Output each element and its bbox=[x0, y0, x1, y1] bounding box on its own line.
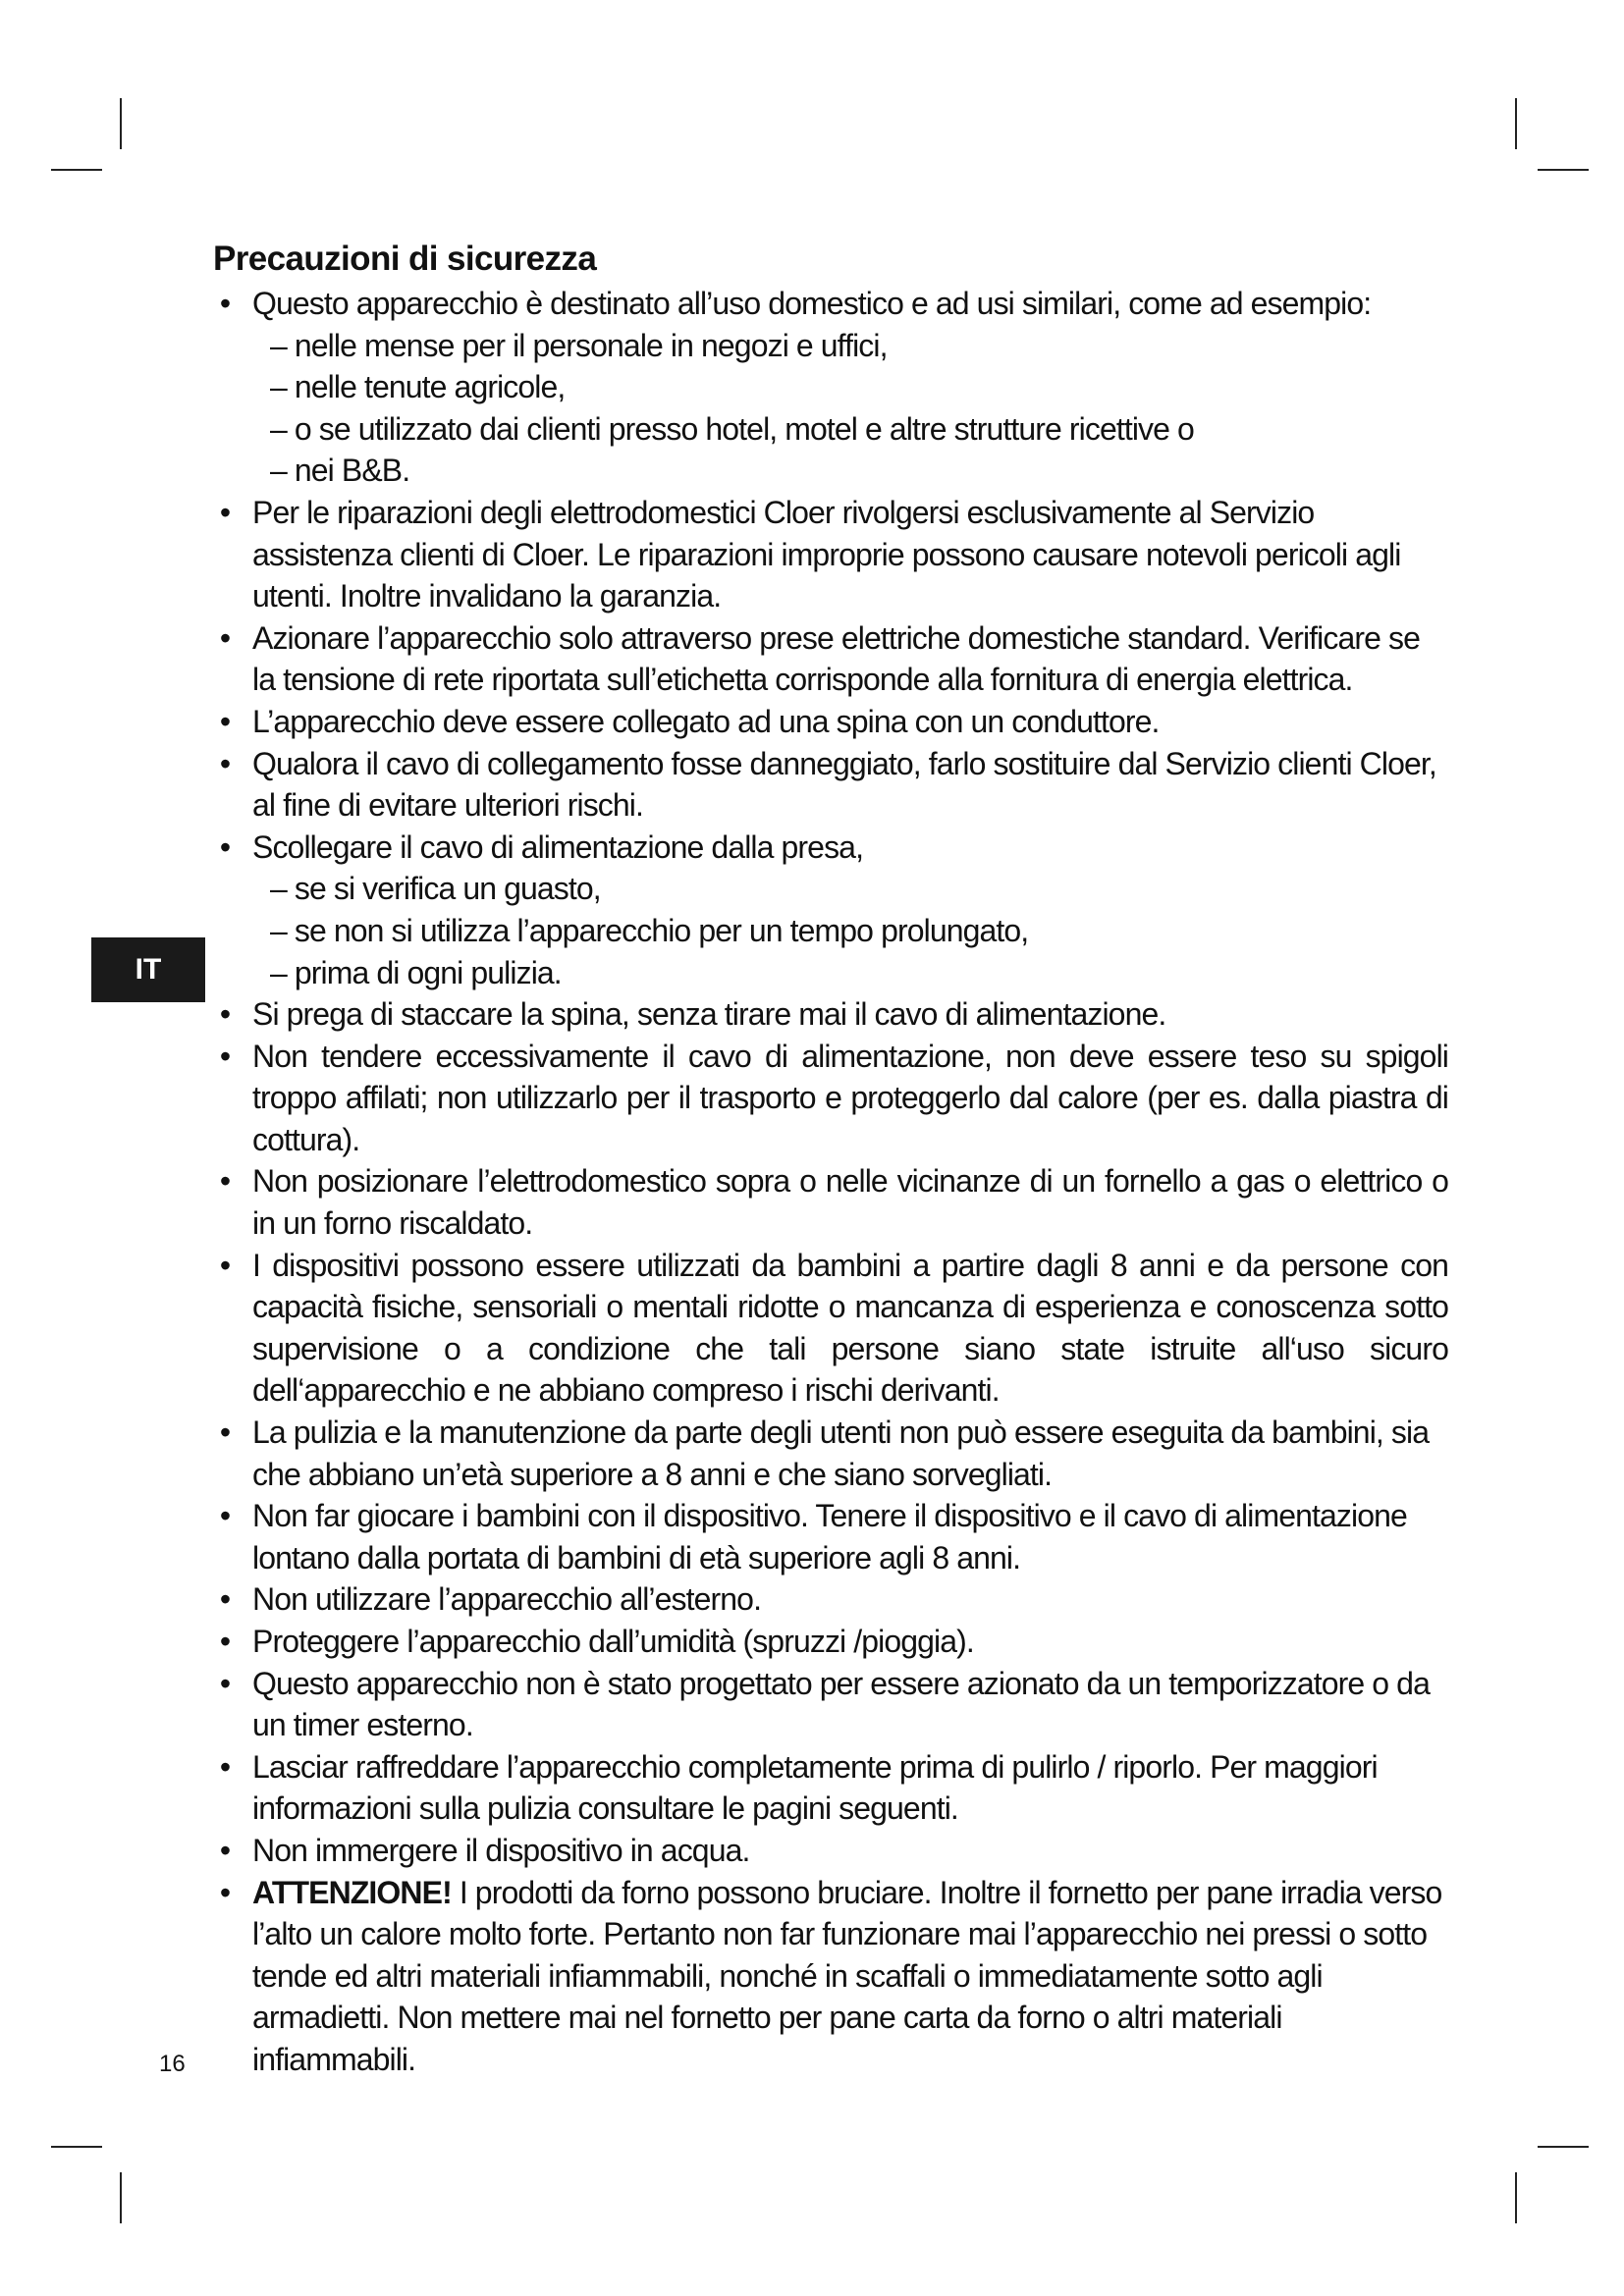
bullet-icon: • bbox=[219, 1624, 231, 1659]
item-text: Per le riparazioni degli elettrodomestici Cloer rivolgersi esclusivamente al Servizio assistenza clienti di Cloer. Le riparazioni improprie possono causare notevoli pericoli agli utenti. Inoltre invalidano la garanzia. bbox=[252, 494, 1401, 614]
list-item bbox=[213, 1830, 1448, 1872]
item-text: Scollegare il cavo di alimentazione dalla presa, bbox=[252, 828, 864, 865]
item-text: Proteggere l’apparecchio dall’umidità (spruzzi /pioggia). bbox=[252, 1624, 974, 1659]
list-item bbox=[213, 492, 1448, 617]
bullet-icon: • bbox=[219, 703, 231, 739]
sub-list-item: – o se utilizzato dai clienti presso hotel, motel e altre strutture ricettive o bbox=[270, 410, 1194, 447]
item-text: Qualora il cavo di collegamento fosse danneggiato, farlo sostituire dal Servizio clienti Cloer, al fine di evitare ulteriori rischi. bbox=[252, 745, 1436, 824]
sub-list-item: – nelle mense per il personale in negozi e uffici, bbox=[270, 327, 888, 363]
list-item bbox=[213, 1872, 1448, 2081]
bullet-icon: • bbox=[219, 1581, 231, 1618]
list-item-text bbox=[252, 827, 1448, 869]
sub-list-item: – se si verifica un guasto, bbox=[270, 871, 601, 907]
item-text: La pulizia e la manutenzione da parte degli utenti non può essere eseguita da bambini, sia che abbiano un’età superiore a 8 anni e che siano sorvegliati. bbox=[252, 1415, 1430, 1492]
safety-section bbox=[213, 240, 1448, 2081]
list-item bbox=[213, 617, 1448, 701]
warning-label: ATTENZIONE! bbox=[252, 1874, 452, 1910]
item-text: Non tendere eccessivamente il cavo di alimentazione, non deve essere teso su spigoli troppo affilati; non utilizzarlo per il trasporto e proteggerlo dal calore (per es. dalla piastra di cottura). bbox=[252, 1038, 1448, 1157]
list-item-text bbox=[252, 701, 1448, 743]
section-title: Precauzioni di sicurezza bbox=[213, 240, 597, 278]
list-item bbox=[213, 827, 1448, 993]
bullet-icon: • bbox=[219, 745, 231, 781]
list-item bbox=[213, 1578, 1448, 1621]
list-item-text bbox=[252, 1412, 1448, 1495]
list-item-text bbox=[252, 283, 1448, 325]
list-item-text bbox=[252, 1621, 1448, 1663]
bullet-icon: • bbox=[219, 1665, 231, 1701]
language-tab: IT bbox=[91, 937, 205, 1002]
list-item-text bbox=[252, 1245, 1448, 1412]
item-text: L’apparecchio deve essere collegato ad una spina con un conduttore. bbox=[252, 703, 1160, 739]
list-item-text bbox=[252, 743, 1448, 827]
list-item-text bbox=[252, 1872, 1448, 2081]
item-text: Non posizionare l’elettrodomestico sopra o nelle vicinanze di un fornello a gas o elettrico o in un forno riscaldato. bbox=[252, 1163, 1448, 1242]
crop-mark-top-left-vertical bbox=[120, 98, 122, 149]
sub-list-item: – prima di ogni pulizia. bbox=[270, 954, 562, 990]
list-item bbox=[213, 1746, 1448, 1830]
bullet-icon: • bbox=[219, 996, 231, 1033]
list-item-text bbox=[252, 1830, 1448, 1872]
list-item-text bbox=[252, 1746, 1448, 1830]
list-item bbox=[213, 993, 1448, 1036]
list-item bbox=[213, 1412, 1448, 1495]
list-item-text bbox=[252, 1663, 1448, 1746]
item-text: Non utilizzare l’apparecchio all’esterno. bbox=[252, 1581, 762, 1618]
crop-mark-bottom-left-horizontal bbox=[51, 2146, 102, 2148]
bullet-icon: • bbox=[219, 1038, 231, 1074]
crop-mark-bottom-left-vertical bbox=[120, 2172, 122, 2223]
list-item bbox=[213, 1663, 1448, 1746]
bullet-icon: • bbox=[219, 1832, 231, 1868]
list-item-text bbox=[252, 993, 1448, 1036]
list-item bbox=[213, 1495, 1448, 1578]
item-text: Azionare l’apparecchio solo attraverso prese elettriche domestiche standard. Verificare se la tensione di rete riportata sull’etichetta corrisponde alla fornitura di energia elettrica. bbox=[252, 619, 1421, 698]
bullet-icon: • bbox=[219, 619, 231, 656]
item-text: Lasciar raffreddare l’apparecchio completamente prima di pulirlo / riporlo. Per maggiori informazioni sulla pulizia consultare le pagini seguenti. bbox=[252, 1748, 1378, 1827]
item-text: Non immergere il dispositivo in acqua. bbox=[252, 1832, 750, 1868]
item-text: Si prega di staccare la spina, senza tirare mai il cavo di alimentazione. bbox=[252, 996, 1166, 1033]
crop-mark-top-left-horizontal bbox=[51, 169, 102, 171]
item-text: Questo apparecchio non è stato progettato per essere azionato da un temporizzatore o da un timer esterno. bbox=[252, 1665, 1430, 1743]
list-item-text bbox=[252, 1578, 1448, 1621]
list-item bbox=[213, 283, 1448, 492]
item-text: I dispositivi possono essere utilizzati da bambini a partire dagli 8 anni e da persone con capacità fisiche, sensoriali o mentali ridotte o mancanza di esperienza e conoscenza sotto supervisione o a condizione che tali persone siano state istruite all‘uso sicuro dell‘apparecchio e ne abbiano compreso i rischi derivanti. bbox=[252, 1247, 1448, 1409]
list-item-text bbox=[252, 617, 1448, 701]
bullet-icon: • bbox=[219, 1748, 231, 1785]
bullet-icon: • bbox=[219, 1498, 231, 1534]
list-item-text bbox=[252, 1036, 1448, 1161]
bullet-icon: • bbox=[219, 1874, 231, 1910]
list-item bbox=[213, 1621, 1448, 1663]
crop-mark-bottom-right-vertical bbox=[1515, 2172, 1517, 2223]
list-item-text bbox=[252, 1160, 1448, 1244]
page-number: 16 bbox=[159, 2051, 186, 2077]
list-item bbox=[213, 1036, 1448, 1161]
bullet-icon: • bbox=[219, 494, 231, 530]
list-item bbox=[213, 1160, 1448, 1244]
bullet-icon: • bbox=[219, 1163, 231, 1200]
bullet-icon: • bbox=[219, 1247, 231, 1283]
list-item bbox=[213, 743, 1448, 827]
list-item-text bbox=[252, 1495, 1448, 1578]
crop-mark-bottom-right-horizontal bbox=[1538, 2146, 1589, 2148]
safety-list bbox=[213, 283, 1448, 2081]
sub-list-item: – nelle tenute agricole, bbox=[270, 369, 566, 405]
list-item bbox=[213, 701, 1448, 743]
crop-mark-top-right-horizontal bbox=[1538, 169, 1589, 171]
bullet-icon: • bbox=[219, 286, 231, 321]
bullet-icon: • bbox=[219, 828, 231, 865]
list-item bbox=[213, 1245, 1448, 1412]
sub-list-item: – nei B&B. bbox=[270, 453, 410, 489]
bullet-icon: • bbox=[219, 1415, 231, 1451]
list-item-text bbox=[252, 492, 1448, 617]
item-text: Questo apparecchio è destinato all’uso domestico e ad usi similari, come ad esempio: bbox=[252, 286, 1372, 321]
item-text: Non far giocare i bambini con il dispositivo. Tenere il dispositivo e il cavo di alimentazione lontano dalla portata di bambini di età superiore agli 8 anni. bbox=[252, 1498, 1407, 1575]
sub-list-item: – se non si utilizza l’apparecchio per un tempo prolungato, bbox=[270, 912, 1029, 948]
item-text: I prodotti da forno possono bruciare. Inoltre il fornetto per pane irradia verso l’alto un calore molto forte. Pertanto non far funzionare mai l’apparecchio nei pressi o sotto tende ed altri materiali infiammabili, nonché in scaffali o immediatamente sotto agli armadietti. Non mettere mai nel fornetto per pane carta da forno o altri materiali infiammabili. bbox=[252, 1874, 1442, 2077]
crop-mark-top-right-vertical bbox=[1515, 98, 1517, 149]
